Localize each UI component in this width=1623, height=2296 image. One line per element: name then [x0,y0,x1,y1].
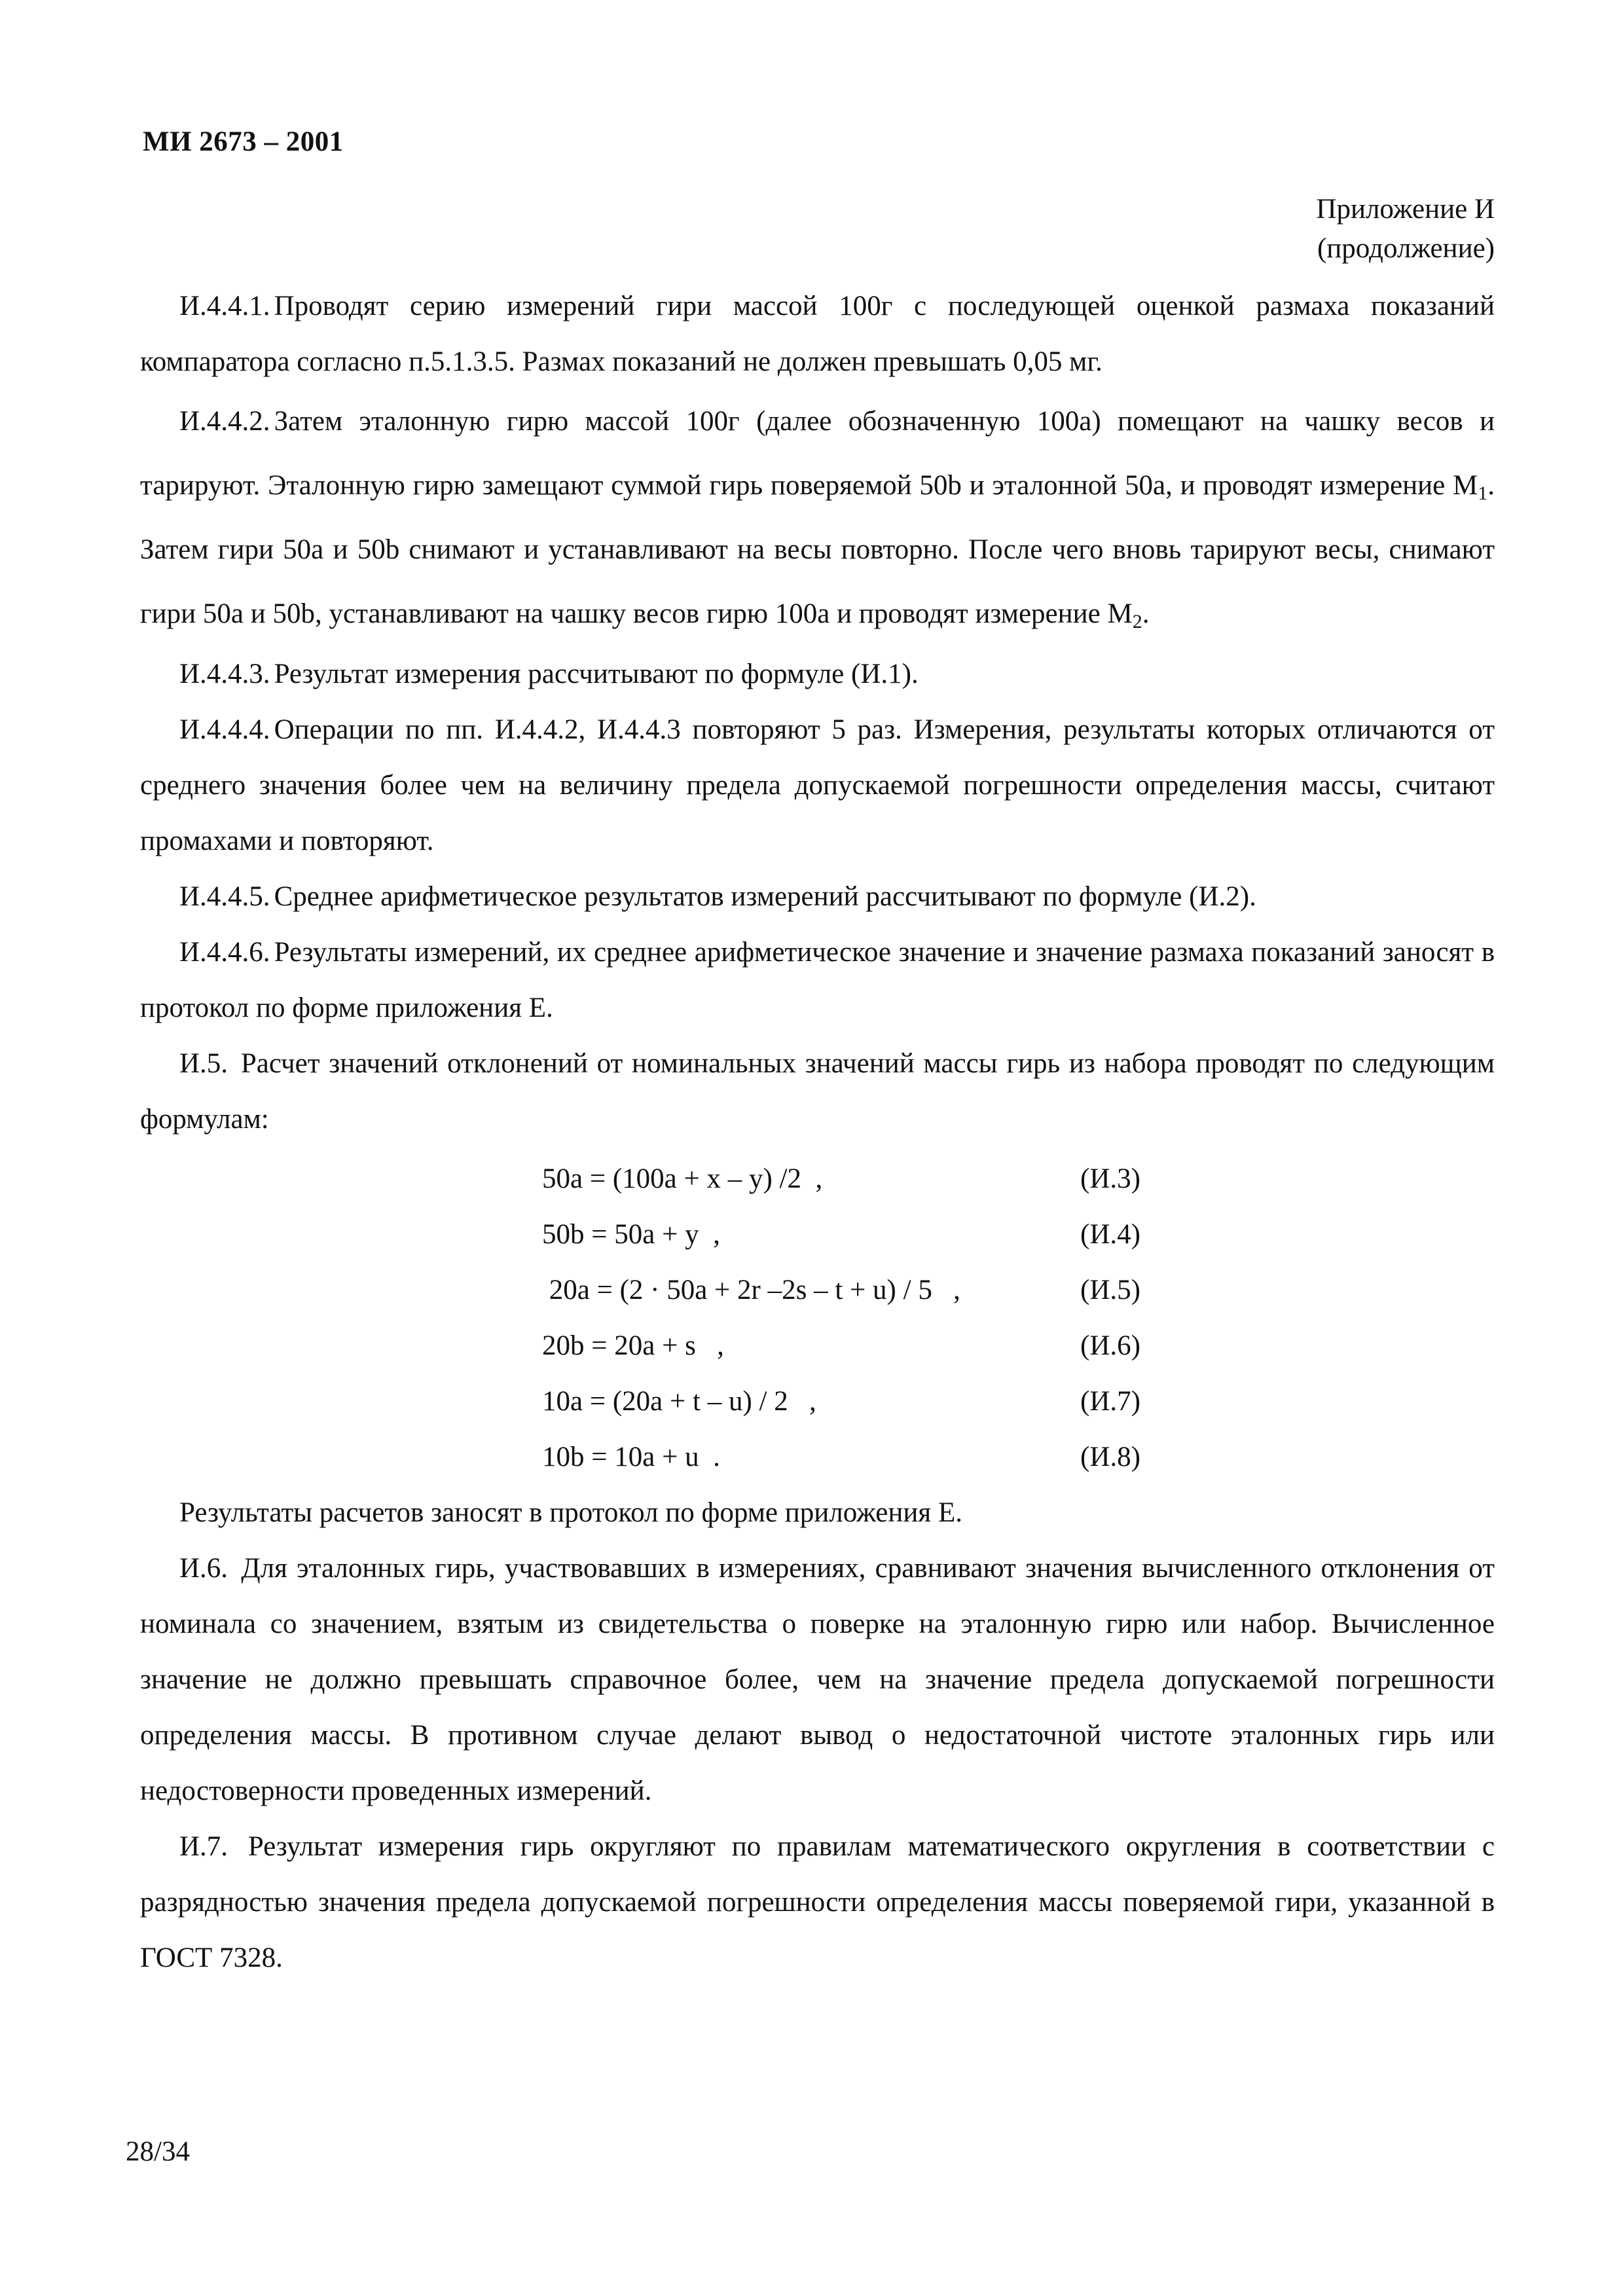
paragraph-text: Результат измерения рассчитывают по формуле (И.1). [274,659,919,689]
appendix-heading [1316,190,1495,268]
formula-expression: 20а = (2 · 50а + 2r –2s – t + u) / 5 , [542,1275,960,1305]
clause-number: И.4.4.2. [179,406,270,437]
formula-row [140,1151,1495,1207]
formula-number: (И.4) [1080,1219,1140,1250]
formula-expression: 50а = (100а + x – y) /2 , [542,1163,823,1194]
page-number: 28/34 [126,2136,190,2167]
paragraph-text: Результаты расчетов заносят в протокол по форме приложения Е. [179,1497,962,1528]
paragraph-i-4-4-4 [140,702,1495,869]
paragraph-text: Среднее арифметическое результатов измерений рассчитывают по формуле (И.2). [274,881,1256,912]
paragraph-i-5 [140,1036,1495,1147]
clause-number: И.4.4.5. [179,881,270,912]
paragraph-text: Проводят серию измерений гири массой 100г с последующей оценкой размаха показаний компаратора согласно п.5.1.3.5. Размах показаний не должен превышать 0,05 мг. [140,291,1495,377]
formula-number: (И.5) [1080,1275,1140,1305]
paragraph-text: . Затем гири 50а и 50b снимают и устанавливают на весы повторно. После чего вновь тарируют весы, снимают гири 50а и 50b, устанавливают на чашку весов гирю 100а и проводят измерение M [140,470,1495,629]
clause-number: И.4.4.6. [179,937,270,968]
paragraph-results-note [140,1485,1495,1540]
paragraph-text: Результат измерения гирь округляют по правилам математического округления в соответствии с разрядностью значения предела допускаемой погрешности определения массы поверяемой гири, указанной в ГОСТ 7328. [140,1831,1495,1973]
formula-row [140,1207,1495,1262]
paragraph-i-4-4-5 [140,869,1495,924]
subscript: 1 [1478,483,1488,504]
paragraph-text: Операции по пп. И.4.4.2, И.4.4.3 повторяют 5 раз. Измерения, результаты которых отличаются от среднего значения более чем на величину предела допускаемой погрешности определения массы, считают промахами и повторяют. [140,714,1495,856]
formula-expression: 20b = 20а + s , [542,1330,724,1361]
formula-expression: 50b = 50а + y , [542,1219,720,1250]
document-body [140,278,1495,1986]
paragraph-text: Для эталонных гирь, участвовавших в измерениях, сравнивают значения вычисленного отклонения от номинала со значением, взятым из свидетельства о поверке на эталонную гирю или набор. Вычисленное значение не должно превышать справочное более, чем на значение предела допускаемой погрешности определения массы. В противном случае делают вывод о недостаточной чистоте эталонных гирь или недостоверности проведенных измерений. [140,1553,1495,1806]
formula-expression: 10b = 10а + u . [542,1442,720,1472]
paragraph-i-4-4-3 [140,646,1495,702]
formula-expression: 10а = (20а + t – u) / 2 , [542,1386,816,1417]
paragraph-i-4-4-1 [140,278,1495,390]
paragraph-text: Результаты измерений, их среднее арифметическое значение и значение размаха показаний заносят в протокол по форме приложения Е. [140,937,1495,1023]
formula-number: (И.8) [1080,1442,1140,1472]
formula-row [140,1429,1495,1485]
appendix-continuation: (продолжение) [1317,233,1495,264]
document-code: МИ 2673 – 2001 [143,126,344,157]
paragraph-i-6 [140,1540,1495,1819]
formula-row [140,1318,1495,1374]
formula-list [140,1151,1495,1485]
formula-row [140,1262,1495,1318]
paragraph-text: Затем эталонную гирю массой 100г (далее обозначенную 100а) помещают на чашку весов и тарируют. Эталонную гирю замещают суммой гирь поверяемой 50b и эталонной 50а, и проводят измерение M [140,406,1495,501]
formula-number: (И.7) [1080,1386,1140,1417]
formula-number: (И.3) [1080,1163,1140,1194]
formula-number: (И.6) [1080,1330,1140,1361]
paragraph-text: . [1142,598,1150,629]
appendix-title: Приложение И [1316,194,1495,225]
paragraph-i-4-4-2 [140,390,1495,646]
clause-number: И.4.4.4. [179,714,270,745]
paragraph-i-7 [140,1819,1495,1986]
subscript: 2 [1132,611,1142,632]
paragraph-text: Расчет значений отклонений от номинальных значений массы гирь из набора проводят по следующим формулам: [140,1048,1495,1135]
clause-number: И.6. [179,1553,228,1584]
clause-number: И.5. [179,1048,228,1079]
clause-number: И.4.4.3. [179,659,270,689]
formula-row [140,1374,1495,1429]
paragraph-i-4-4-6 [140,924,1495,1036]
clause-number: И.4.4.1. [179,291,270,321]
clause-number: И.7. [179,1831,228,1862]
